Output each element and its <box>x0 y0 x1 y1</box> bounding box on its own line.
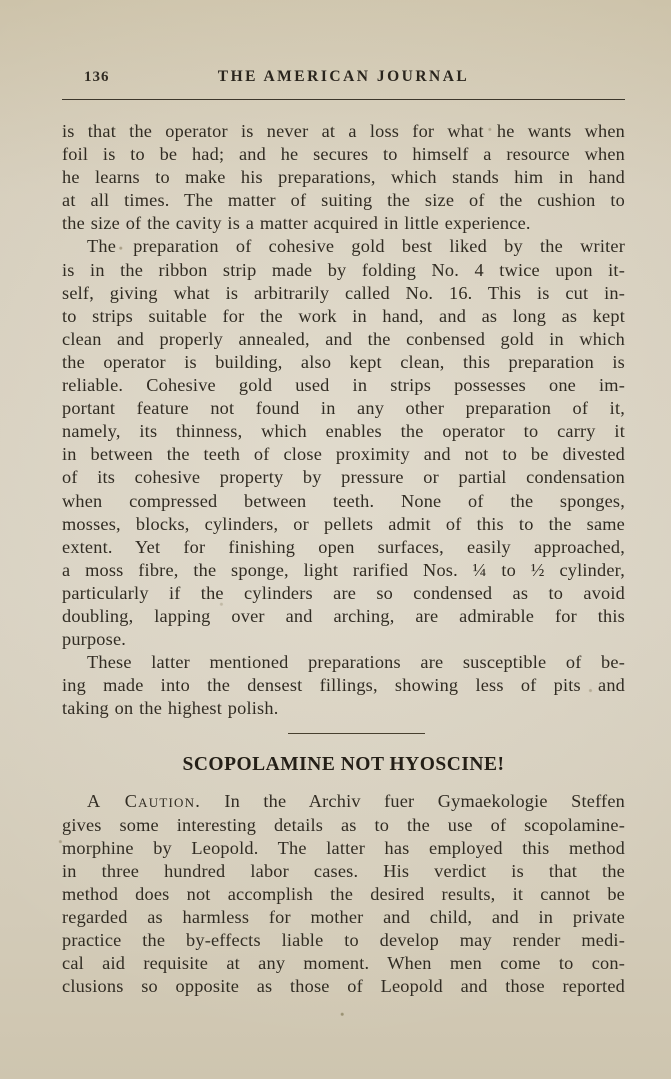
text-line: when compressed between teeth. None of the sponges, <box>62 490 625 511</box>
text-line: is that the operator is never at a loss for what he wants when <box>62 121 625 141</box>
paragraph <box>62 235 625 651</box>
text-line: to strips suitable for the work in hand, and as long as kept <box>62 305 625 326</box>
paragraph <box>62 120 625 235</box>
text-line: The preparation of cohesive gold best liked by the writer <box>87 236 625 257</box>
text-line: portant feature not found in any other preparation of it, <box>62 398 625 419</box>
text-line: foil is to be had; and he secures to himself a resource when <box>62 144 625 165</box>
text-line: is in the ribbon strip made by folding No. 4 twice upon it- <box>62 259 625 280</box>
text-line: the size of the cavity is a matter acquired in little experience. <box>62 213 531 234</box>
text-line: extent. Yet for finishing open surfaces, easily approached, <box>62 536 625 557</box>
text-line: A Caution. In the Archiv fuer Gymaekologie Steffen <box>87 791 625 812</box>
text-line: of its cohesive property by pressure or partial condensation <box>62 467 625 488</box>
text-line: regarded as harmless for mother and child, and in private <box>62 906 625 927</box>
text-line: method does not accomplish the desired results, it cannot be <box>62 883 625 904</box>
text-line: namely, its thinness, which enables the operator to carry it <box>62 421 625 442</box>
text-line: gives some interesting details as to the use of scopolamine- <box>62 814 625 835</box>
page-header <box>62 66 625 90</box>
header-rule <box>62 99 625 100</box>
text-line: taking on the highest polish. <box>62 698 279 719</box>
text-line: purpose. <box>62 629 127 650</box>
text-line: he learns to make his preparations, which stands him in hand <box>62 167 625 188</box>
text-line: self, giving what is arbitrarily called No. 16. This is cut in- <box>62 282 625 303</box>
text-line: practice the by-effects liable to develop may render medi- <box>62 930 625 950</box>
text-line: These latter mentioned preparations are susceptible of be- <box>87 652 625 673</box>
text-line: reliable. Cohesive gold used in strips possesses one im- <box>62 375 625 396</box>
article-scopolamine <box>62 753 625 998</box>
text-line: in between the teeth of close proximity and not to be divested <box>62 444 625 465</box>
article-heading: SCOPOLAMINE NOT HYOSCINE! <box>182 754 505 776</box>
caution-label: A Caution. <box>87 791 201 812</box>
text-line: a moss fibre, the sponge, light rarified Nos. ¼ to ½ cylinder, <box>62 559 625 580</box>
section-divider <box>288 733 425 734</box>
text-line: at all times. The matter of suiting the size of the cushion to <box>62 190 625 211</box>
paragraph <box>62 651 625 720</box>
article-gold-foil <box>62 120 625 720</box>
text-line: clean and properly annealed, and the conbensed gold in which <box>62 328 625 349</box>
text-line: cal aid requisite at any moment. When men come to con- <box>62 953 625 974</box>
text-line: in three hundred labor cases. His verdict is that the <box>62 860 625 881</box>
paragraph <box>62 790 625 998</box>
text-line: clusions so opposite as those of Leopold and those reported <box>62 976 625 997</box>
text-line: mosses, blocks, cylinders, or pellets admit of this to the same <box>62 513 625 534</box>
text-line: the operator is building, also kept clean, this preparation is <box>62 351 625 372</box>
page-number: 136 <box>84 69 110 85</box>
text-line: particularly if the cylinders are so condensed as to avoid <box>62 582 625 603</box>
text-line: morphine by Leopold. The latter has employed this method <box>62 837 625 858</box>
text-line: doubling, lapping over and arching, are admirable for this <box>62 605 625 626</box>
text-line: ing made into the densest fillings, showing less of pits and <box>62 675 625 696</box>
running-title: THE AMERICAN JOURNAL <box>217 68 470 85</box>
